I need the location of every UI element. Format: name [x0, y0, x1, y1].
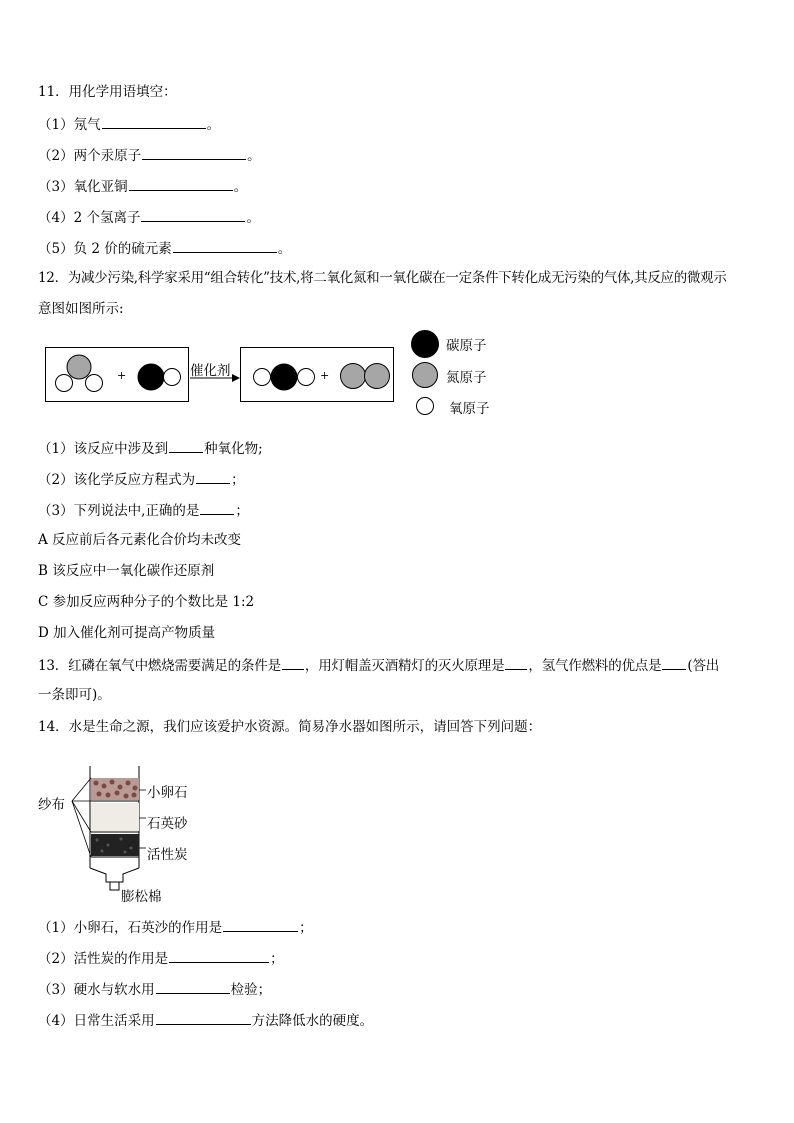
q14-sub-2-end: ；	[270, 951, 284, 967]
q12-sub-3-end: ；	[235, 503, 249, 519]
q14-sub-3-text: （3）硬水与软水用	[38, 982, 155, 998]
q12-option-b: B 该反应中一氧化碳作还原剂	[38, 563, 215, 579]
q12-blank-1[interactable]	[169, 438, 203, 453]
q11-item-4-end: 。	[246, 210, 260, 226]
q13-line-2: 一条即可)。	[38, 687, 111, 703]
q13-blank-2[interactable]	[505, 655, 527, 670]
q11-item-3-text: （3）氧化亚铜	[38, 179, 128, 195]
q14-sub-4	[38, 1010, 373, 1030]
cotton-label: 膨松棉	[121, 889, 162, 905]
oxygen-atom-icon	[164, 369, 181, 386]
layer-pointer-lines	[139, 790, 146, 848]
q12-sub-1-end: 种氧化物;	[204, 441, 263, 457]
q12-stem-2: 意图如图所示:	[38, 301, 124, 317]
legend-nitrogen-icon	[413, 363, 438, 388]
oxygen-atom-icon	[254, 369, 271, 386]
catalyst-label: 催化剂	[190, 363, 231, 379]
q12-sub-3	[38, 500, 249, 520]
q12-sub-2	[38, 469, 245, 489]
q14-blank-3[interactable]	[156, 979, 230, 994]
q12-blank-2[interactable]	[196, 469, 230, 484]
carbon-atom-icon	[271, 364, 297, 390]
legend-oxygen-label: 氧原子	[449, 401, 490, 417]
nitrogen-atom-icon	[67, 355, 91, 379]
q14-blank-4[interactable]	[156, 1010, 251, 1025]
q14-stem: 14．水是生命之源，我们应该爱护水资源。简易净水器如图所示，请回答下列问题：	[38, 719, 542, 735]
oxygen-atom-icon	[298, 369, 315, 386]
q14-sub-3-end: 检验；	[230, 982, 272, 998]
q11-item-1-end: 。	[206, 117, 221, 133]
q14-sub-3	[38, 979, 271, 999]
q14-sub-1	[38, 917, 313, 937]
legend-oxygen-icon	[417, 398, 434, 415]
q12-option-d: D 加入催化剂可提高产物质量	[38, 625, 216, 641]
q13-line-1	[38, 655, 719, 675]
activated-carbon-label: 活性炭	[147, 847, 188, 863]
quartz-sand-label: 石英砂	[147, 816, 188, 832]
q13-blank-1[interactable]	[282, 655, 304, 670]
plus-sign-2: +	[320, 369, 330, 382]
q13-text-4: (答出	[687, 658, 720, 674]
q14-sub-4-end: 方法降低水的硬度。	[251, 1013, 374, 1029]
carbon-atom-icon	[138, 364, 164, 390]
legend-nitrogen-label: 氮原子	[446, 370, 487, 386]
q13-text-2: ，用灯帽盖灭酒精灯的灭火原理是	[304, 658, 505, 674]
nitrogen-atom-icon	[365, 364, 390, 389]
water-purifier-icon	[90, 766, 139, 890]
q13-text-1: 13．红磷在氧气中燃烧需要满足的条件是	[38, 658, 281, 674]
plus-sign-1: +	[117, 369, 127, 382]
q11-stem: 11．用化学用语填空：	[38, 84, 177, 100]
q12-option-c: C 参加反应两种分子的个数比是 1:2	[38, 594, 255, 610]
q11-item-4-text: （4）2 个氢离子	[38, 210, 141, 226]
oxygen-atom-icon	[86, 375, 103, 392]
q14-sub-1-text: （1）小卵石，石英沙的作用是	[38, 920, 223, 936]
pebble-label: 小卵石	[147, 785, 188, 801]
gauze-label: 纱布	[38, 797, 65, 813]
legend-carbon-label: 碳原子	[446, 338, 487, 354]
q11-item-5-text: （5）负 2 价的硫元素	[38, 241, 172, 257]
q14-sub-2-text: （2）活性炭的作用是	[38, 951, 169, 967]
q14-blank-1[interactable]	[223, 917, 298, 932]
q13-blank-3[interactable]	[662, 655, 686, 670]
q14-sub-2	[38, 948, 284, 968]
q12-sub-1-text: （1）该反应中涉及到	[38, 441, 169, 457]
q11-item-5-end: 。	[277, 241, 292, 257]
oxygen-atom-icon	[56, 375, 73, 392]
q12-sub-1	[38, 438, 263, 458]
q12-blank-3[interactable]	[200, 500, 234, 515]
q11-item-2-end: 。	[247, 148, 261, 164]
q14-sub-1-end: ；	[299, 920, 313, 936]
q14-sub-4-text: （4）日常生活采用	[38, 1013, 155, 1029]
q11-item-3-end: 。	[233, 179, 248, 195]
q13-text-3: ，氢气作燃料的优点是	[528, 658, 662, 674]
gauze-pointer-lines	[72, 778, 91, 857]
q12-sub-3-text: （3）下列说法中,正确的是	[38, 503, 200, 519]
reaction-arrow-head	[232, 374, 240, 382]
q11-item-2-text: （2）两个汞原子	[38, 148, 142, 164]
q12-option-a: A 反应前后各元素化合价均未改变	[38, 532, 242, 548]
q12-sub-2-text: （2）该化学反应方程式为	[38, 472, 196, 488]
legend-carbon-icon	[412, 331, 439, 358]
q12-sub-2-end: ；	[231, 472, 245, 488]
q12-stem-1: 12．为减少污染,科学家采用“组合转化”技术,将二氧化氮和一氧化碳在一定条件下转化成无污染的气体,其反应的微观示	[38, 270, 727, 286]
nitrogen-atom-icon	[341, 364, 366, 389]
q11-item-1-text: （1）氖气	[38, 117, 101, 133]
q14-blank-2[interactable]	[169, 948, 269, 963]
